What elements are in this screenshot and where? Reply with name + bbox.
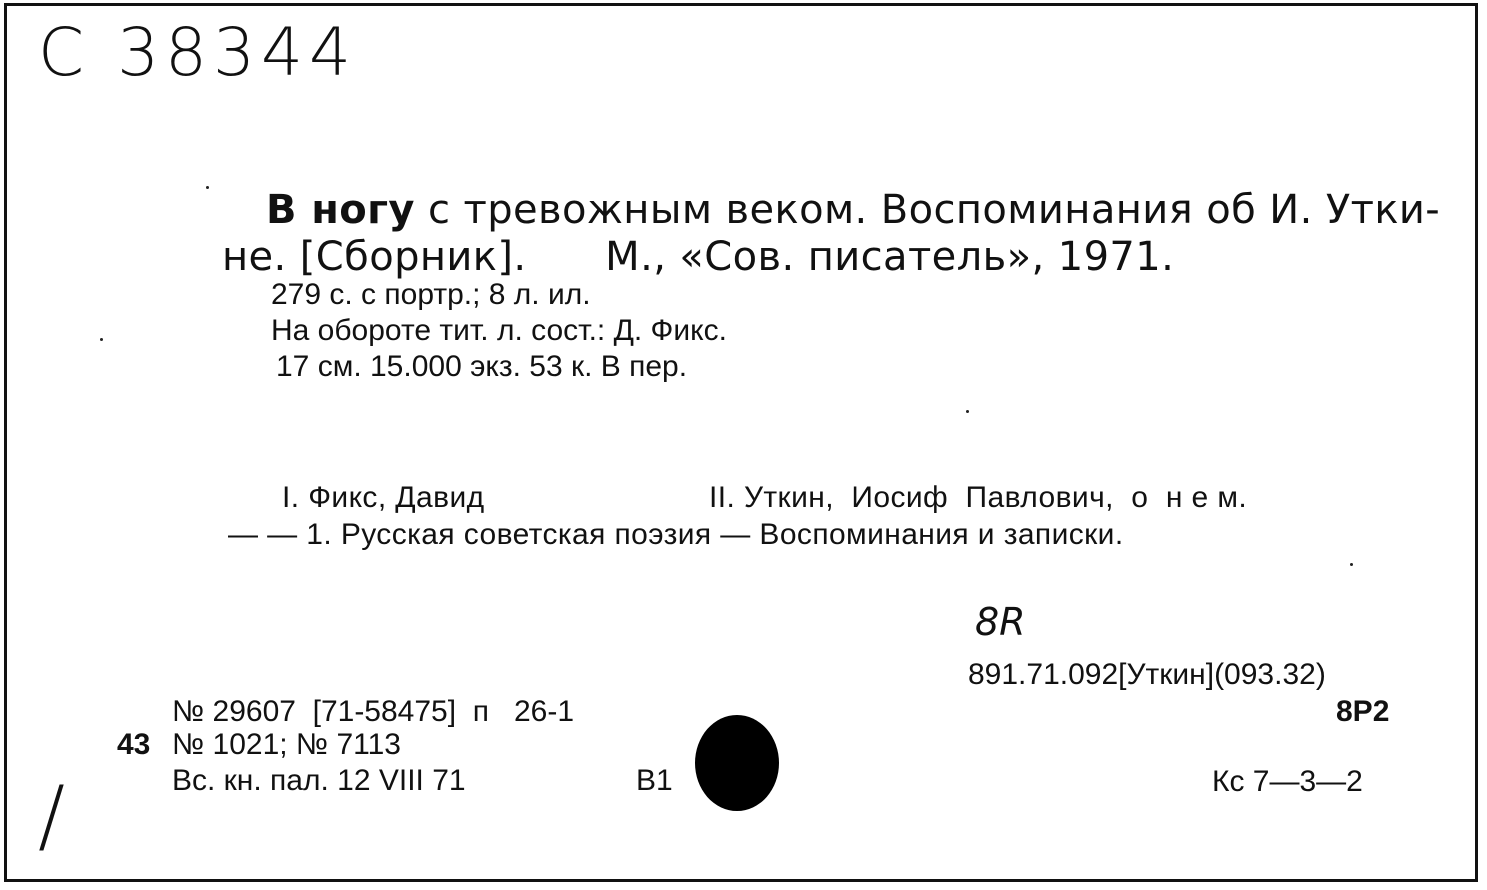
handwritten-call-number: C 38344: [38, 14, 358, 91]
tracing-subject-heading: — — 1. Русская советская поэзия — Воспоминания и записки.: [228, 518, 1124, 551]
registration-line-3: Вс. кн. пал. 12 VIII 71: [172, 764, 466, 797]
registration-line-1: № 29607 [71-58475] п 26-1: [172, 695, 575, 728]
handwritten-mark: 8R: [975, 600, 1026, 644]
scan-speck: [100, 338, 103, 341]
entry-description-line-3: 17 см. 15.000 экз. 53 к. В пер.: [276, 350, 688, 383]
scan-speck: [966, 410, 969, 413]
scan-speck: [206, 186, 209, 189]
punch-hole: [695, 715, 779, 811]
tracing-subject-name: II. Уткин, Иосиф Павлович, о н е м.: [709, 481, 1248, 514]
kc-code: Кс 7—3—2: [1212, 765, 1363, 798]
card-number: 43: [117, 728, 151, 761]
registration-line-2: № 1021; № 7113: [172, 728, 401, 761]
entry-title-line-2: не. [Сборник]. М., «Сов. писатель», 1971.: [222, 234, 1175, 280]
entry-title-line-1: [266, 187, 1441, 233]
shelf-mark: 8Р2: [1336, 695, 1390, 728]
tracing-personal-name: I. Фикс, Давид: [282, 481, 485, 514]
registration-code: В1: [636, 764, 673, 797]
entry-title-rest: с тревожным веком. Воспоминания об И. Утки-: [414, 187, 1441, 233]
entry-description-line-1: 279 с. с портр.; 8 л. ил.: [271, 278, 591, 311]
handwritten-slash: /: [38, 769, 65, 862]
classification-code: 891.71.092[Уткин](093.32): [968, 658, 1326, 691]
scan-speck: [1350, 563, 1353, 566]
entry-title-bold: В ногу: [266, 187, 415, 233]
entry-description-line-2: На обороте тит. л. сост.: Д. Фикс.: [271, 314, 727, 347]
